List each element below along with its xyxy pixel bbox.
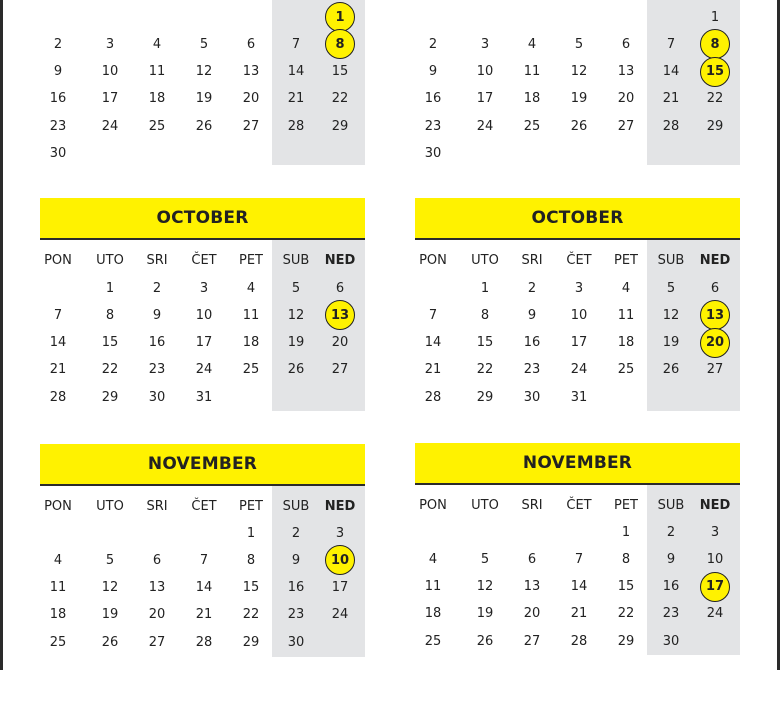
calendar-day[interactable]: 7	[428, 307, 438, 323]
calendar-day[interactable]: 29	[331, 118, 349, 134]
highlighted-day[interactable]: 8	[700, 29, 730, 59]
weekday-label: PON	[44, 253, 72, 268]
calendar-day[interactable]: 25	[617, 362, 635, 378]
calendar-day[interactable]: 31	[570, 389, 588, 405]
calendar-day[interactable]: 7	[53, 307, 63, 323]
calendar-day[interactable]: 1	[621, 524, 631, 540]
calendar-day[interactable]: 17	[101, 91, 119, 107]
calendar-day[interactable]: 27	[617, 118, 635, 134]
calendar-day[interactable]: 23	[148, 362, 166, 378]
calendar-day[interactable]: 25	[523, 118, 541, 134]
weekday-label: PET	[239, 499, 263, 514]
highlighted-day[interactable]: 15	[700, 57, 730, 87]
month-title: NOVEMBER	[415, 443, 740, 485]
calendar-day[interactable]: 28	[570, 633, 588, 649]
calendar-day[interactable]: 28	[49, 389, 67, 405]
calendar-day[interactable]: 22	[331, 91, 349, 107]
weekday-label: SUB	[657, 253, 685, 268]
calendar-day[interactable]: 12	[101, 580, 119, 596]
calendar-day[interactable]: 26	[287, 362, 305, 378]
calendar-day[interactable]: 22	[476, 362, 494, 378]
calendar-day[interactable]: 4	[527, 36, 537, 52]
calendar-day[interactable]: 27	[331, 362, 349, 378]
month-calendar	[415, 443, 740, 703]
calendar-day[interactable]: 18	[617, 335, 635, 351]
calendar-day[interactable]: 3	[335, 525, 345, 541]
calendar-day[interactable]: 5	[574, 36, 584, 52]
calendar-day[interactable]: 13	[617, 64, 635, 80]
calendar-day[interactable]: 2	[53, 36, 63, 52]
calendar-day[interactable]: 1	[480, 280, 490, 296]
weekday-label: SUB	[282, 499, 310, 514]
calendar-day[interactable]: 11	[148, 64, 166, 80]
calendar-day[interactable]: 7	[574, 551, 584, 567]
calendar-day[interactable]: 24	[570, 362, 588, 378]
calendar-day[interactable]: 26	[662, 362, 680, 378]
month-calendar	[40, 444, 365, 704]
calendar-day[interactable]: 6	[527, 551, 537, 567]
calendar-day[interactable]: 24	[195, 362, 213, 378]
calendar-day[interactable]: 8	[105, 307, 115, 323]
calendar-day[interactable]: 8	[480, 307, 490, 323]
calendar-day[interactable]: 19	[101, 607, 119, 623]
calendar-day[interactable]: 18	[242, 335, 260, 351]
weekday-label: PET	[614, 498, 638, 513]
month-calendar	[40, 0, 365, 161]
calendar-day[interactable]: 3	[199, 280, 209, 296]
weekday-label: NED	[324, 253, 356, 268]
calendar-day[interactable]: 25	[424, 633, 442, 649]
calendar-day[interactable]: 27	[706, 362, 724, 378]
calendar-day[interactable]: 27	[148, 634, 166, 650]
calendar-day[interactable]: 14	[195, 580, 213, 596]
weekday-label: SRI	[521, 253, 543, 268]
calendar-day[interactable]: 16	[49, 91, 67, 107]
calendar-day[interactable]: 9	[666, 551, 676, 567]
calendar-day[interactable]: 30	[148, 389, 166, 405]
calendar-day[interactable]: 21	[287, 91, 305, 107]
calendar-day[interactable]: 15	[617, 579, 635, 595]
calendar-day[interactable]: 3	[574, 280, 584, 296]
calendar-day[interactable]: 11	[424, 579, 442, 595]
calendar-day[interactable]: 18	[148, 91, 166, 107]
calendar-day[interactable]: 20	[148, 607, 166, 623]
calendar-day[interactable]: 18	[49, 607, 67, 623]
calendar-day[interactable]: 5	[666, 280, 676, 296]
calendar-day[interactable]: 24	[706, 606, 724, 622]
calendar-day[interactable]: 11	[49, 580, 67, 596]
calendar-day[interactable]: 6	[246, 36, 256, 52]
calendar-day[interactable]: 3	[710, 524, 720, 540]
calendar-day[interactable]: 11	[242, 307, 260, 323]
calendar-day[interactable]: 16	[662, 579, 680, 595]
calendar-day[interactable]: 23	[287, 607, 305, 623]
calendar-day[interactable]: 20	[617, 91, 635, 107]
calendar-day[interactable]: 17	[476, 91, 494, 107]
weekday-label: SUB	[657, 498, 685, 513]
calendar-day[interactable]: 9	[53, 64, 63, 80]
calendar-day[interactable]: 22	[617, 606, 635, 622]
calendar-day[interactable]: 12	[570, 64, 588, 80]
calendar-day[interactable]: 4	[428, 551, 438, 567]
calendar-day[interactable]: 5	[105, 552, 115, 568]
calendar-day[interactable]: 14	[570, 579, 588, 595]
calendar-day[interactable]: 10	[195, 307, 213, 323]
calendar-day[interactable]: 1	[105, 280, 115, 296]
weekday-label: UTO	[471, 253, 499, 268]
calendar-day[interactable]: 8	[246, 552, 256, 568]
calendar-day[interactable]: 19	[662, 335, 680, 351]
weekday-label: PON	[419, 253, 447, 268]
calendar-day[interactable]: 14	[424, 335, 442, 351]
calendar-day[interactable]: 7	[199, 552, 209, 568]
calendar-day[interactable]: 19	[195, 91, 213, 107]
calendar-day[interactable]: 21	[424, 362, 442, 378]
calendar-day[interactable]: 18	[424, 606, 442, 622]
calendar-day[interactable]: 20	[331, 335, 349, 351]
calendar-day[interactable]: 5	[199, 36, 209, 52]
page-border-left	[0, 0, 3, 670]
calendar-day[interactable]: 1	[710, 9, 720, 25]
calendar-day[interactable]: 29	[101, 389, 119, 405]
highlighted-day[interactable]: 10	[325, 545, 355, 575]
highlighted-day[interactable]: 8	[325, 29, 355, 59]
calendar-day[interactable]: 12	[476, 579, 494, 595]
calendar-day[interactable]: 14	[662, 64, 680, 80]
weekday-label: ČET	[191, 253, 217, 268]
calendar-day[interactable]: 17	[570, 335, 588, 351]
calendar-day[interactable]: 6	[152, 552, 162, 568]
calendar-day[interactable]: 20	[242, 91, 260, 107]
calendar-day[interactable]: 23	[662, 606, 680, 622]
calendar-day[interactable]: 14	[287, 64, 305, 80]
weekday-label: PON	[419, 498, 447, 513]
calendar-day[interactable]: 15	[101, 335, 119, 351]
weekday-label: UTO	[96, 253, 124, 268]
calendar-day[interactable]: 25	[148, 118, 166, 134]
calendar-day[interactable]: 30	[49, 146, 67, 161]
highlighted-day[interactable]: 1	[325, 2, 355, 32]
calendar-day[interactable]: 10	[570, 307, 588, 323]
calendar-day[interactable]: 27	[523, 633, 541, 649]
calendar-day[interactable]: 15	[476, 335, 494, 351]
month-title: NOVEMBER	[40, 444, 365, 486]
calendar-day[interactable]: 4	[621, 280, 631, 296]
calendar-day[interactable]: 12	[195, 64, 213, 80]
highlighted-day[interactable]: 13	[325, 300, 355, 330]
month-title: OCTOBER	[40, 198, 365, 240]
calendar-day[interactable]: 10	[101, 64, 119, 80]
highlighted-day[interactable]: 17	[700, 572, 730, 602]
weekday-label: PET	[239, 253, 263, 268]
calendar-day[interactable]: 5	[480, 551, 490, 567]
calendar-day[interactable]: 7	[666, 36, 676, 52]
calendar-day[interactable]: 16	[424, 91, 442, 107]
calendar-day[interactable]: 15	[331, 64, 349, 80]
calendar-day[interactable]: 10	[706, 551, 724, 567]
calendar-day[interactable]: 25	[242, 362, 260, 378]
calendar-day[interactable]: 6	[335, 280, 345, 296]
calendar-day[interactable]: 21	[49, 362, 67, 378]
calendar-day[interactable]: 10	[476, 64, 494, 80]
calendar-day[interactable]: 4	[152, 36, 162, 52]
month-calendar	[415, 0, 740, 161]
calendar-day[interactable]: 11	[617, 307, 635, 323]
weekday-label: NED	[324, 499, 356, 514]
calendar-day[interactable]: 23	[49, 118, 67, 134]
weekday-label: ČET	[566, 253, 592, 268]
calendar-day[interactable]: 15	[242, 580, 260, 596]
calendar-day[interactable]: 11	[523, 64, 541, 80]
calendar-day[interactable]: 24	[476, 118, 494, 134]
calendar-day[interactable]: 9	[527, 307, 537, 323]
calendar-day[interactable]: 17	[331, 580, 349, 596]
calendar-day[interactable]: 2	[152, 280, 162, 296]
calendar-day[interactable]: 30	[287, 634, 305, 650]
calendar-day[interactable]: 19	[476, 606, 494, 622]
calendar-day[interactable]: 28	[424, 389, 442, 405]
calendar-day[interactable]: 9	[291, 552, 301, 568]
calendar-day[interactable]: 13	[523, 579, 541, 595]
calendar-day[interactable]: 19	[570, 91, 588, 107]
calendar-day[interactable]: 2	[527, 280, 537, 296]
calendar-day[interactable]: 20	[523, 606, 541, 622]
weekday-label: PET	[614, 253, 638, 268]
calendar-day[interactable]: 26	[476, 633, 494, 649]
calendar-day[interactable]: 28	[662, 118, 680, 134]
weekday-label: SRI	[521, 498, 543, 513]
calendar-day[interactable]: 9	[152, 307, 162, 323]
calendar-day[interactable]: 2	[428, 36, 438, 52]
calendar-day[interactable]: 24	[331, 607, 349, 623]
calendar-day[interactable]: 30	[662, 633, 680, 649]
calendar-day[interactable]: 26	[101, 634, 119, 650]
calendar-day[interactable]: 6	[710, 280, 720, 296]
calendar-day[interactable]: 9	[428, 64, 438, 80]
calendar-day[interactable]: 26	[195, 118, 213, 134]
weekday-label: SUB	[282, 253, 310, 268]
calendar-day[interactable]: 24	[101, 118, 119, 134]
weekday-label: SRI	[146, 253, 168, 268]
calendar-day[interactable]: 28	[287, 118, 305, 134]
calendar-day[interactable]: 16	[523, 335, 541, 351]
highlighted-day[interactable]: 20	[700, 328, 730, 358]
weekday-label: UTO	[471, 498, 499, 513]
calendar-day[interactable]: 19	[287, 335, 305, 351]
month-calendar	[40, 198, 365, 458]
calendar-day[interactable]: 21	[570, 606, 588, 622]
calendar-day[interactable]: 21	[662, 91, 680, 107]
calendar-day[interactable]: 28	[195, 634, 213, 650]
calendar-day[interactable]: 25	[49, 634, 67, 650]
calendar-day[interactable]: 3	[480, 36, 490, 52]
calendar-day[interactable]: 26	[570, 118, 588, 134]
weekday-label: NED	[699, 498, 731, 513]
calendar-day[interactable]: 21	[195, 607, 213, 623]
calendar-day[interactable]: 13	[242, 64, 260, 80]
calendar-day[interactable]: 2	[291, 525, 301, 541]
calendar-day[interactable]: 8	[621, 551, 631, 567]
calendar-day[interactable]: 16	[287, 580, 305, 596]
calendar-day[interactable]: 31	[195, 389, 213, 405]
calendar-day[interactable]: 23	[523, 362, 541, 378]
calendar-day[interactable]: 3	[105, 36, 115, 52]
calendar-day[interactable]: 30	[424, 146, 442, 161]
month-calendar	[415, 198, 740, 458]
month-title: OCTOBER	[415, 198, 740, 240]
calendar-day[interactable]: 29	[242, 634, 260, 650]
calendar-day[interactable]: 4	[246, 280, 256, 296]
weekday-label: SRI	[146, 499, 168, 514]
calendar-day[interactable]: 14	[49, 335, 67, 351]
weekday-label: PON	[44, 499, 72, 514]
calendar-day[interactable]: 23	[424, 118, 442, 134]
calendar-day[interactable]: 12	[287, 307, 305, 323]
calendar-day[interactable]: 13	[148, 580, 166, 596]
calendar-day[interactable]: 18	[523, 91, 541, 107]
calendar-day[interactable]: 16	[148, 335, 166, 351]
calendar-day[interactable]: 7	[291, 36, 301, 52]
calendar-day[interactable]: 4	[53, 552, 63, 568]
weekday-label: NED	[699, 253, 731, 268]
weekday-label: ČET	[566, 498, 592, 513]
calendar-day[interactable]: 6	[621, 36, 631, 52]
calendar-day[interactable]: 22	[706, 91, 724, 107]
calendar-day[interactable]: 1	[246, 525, 256, 541]
calendar-day[interactable]: 22	[101, 362, 119, 378]
calendar-day[interactable]: 17	[195, 335, 213, 351]
calendar-day[interactable]: 29	[476, 389, 494, 405]
calendar-day[interactable]: 29	[617, 633, 635, 649]
calendar-day[interactable]: 12	[662, 307, 680, 323]
calendar-day[interactable]: 29	[706, 118, 724, 134]
weekday-label: ČET	[191, 499, 217, 514]
calendar-day[interactable]: 27	[242, 118, 260, 134]
calendar-day[interactable]: 22	[242, 607, 260, 623]
weekday-label: UTO	[96, 499, 124, 514]
highlighted-day[interactable]: 13	[700, 300, 730, 330]
calendar-day[interactable]: 5	[291, 280, 301, 296]
calendar-day[interactable]: 2	[666, 524, 676, 540]
calendar-day[interactable]: 30	[523, 389, 541, 405]
